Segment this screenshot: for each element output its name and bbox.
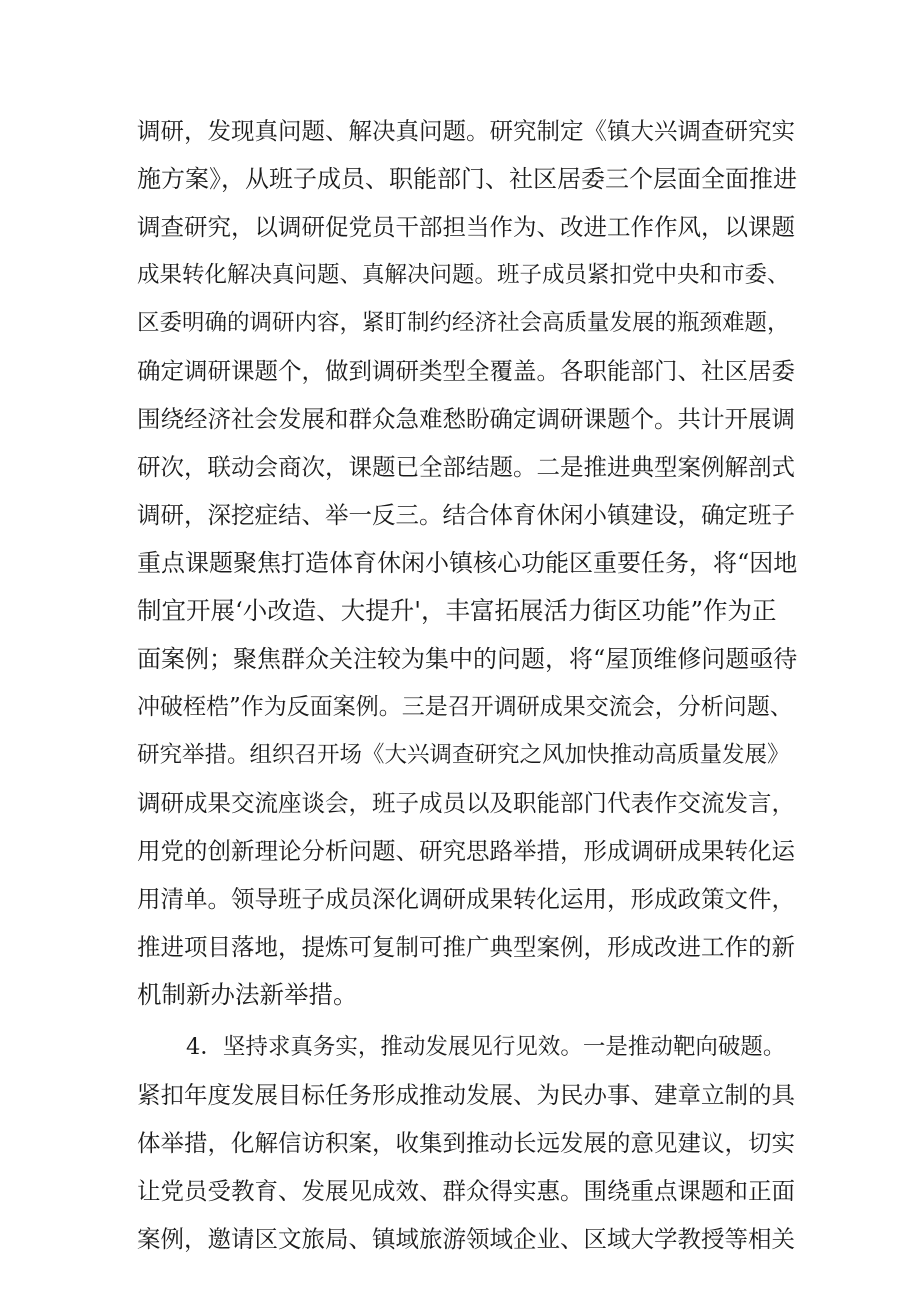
body-text-line: 冲破桎梏”作为反面案例。三是召开调研成果交流会，分析问题、 bbox=[137, 694, 793, 720]
body-text-line: 成果转化解决真问题、真解决问题。班子成员紧扣党中央和市委、 bbox=[137, 262, 790, 288]
body-text-line: 紧扣年度发展目标任务形成推动发展、为民办事、建章立制的具 bbox=[137, 1081, 795, 1109]
body-text-line: 围绕经济社会发展和群众急难愁盼确定调研课题个。共计开展调 bbox=[137, 405, 795, 433]
body-text-line: 施方案》，从班子成员、职能部门、社区居委三个层面全面推进 bbox=[137, 165, 797, 193]
body-text-line: 案例，邀请区文旅局、镇域旅游领域企业、区域大学教授等相关 bbox=[137, 1225, 795, 1253]
body-text-line: 区委明确的调研内容，紧盯制约经济社会高质量发展的瓶颈难题， bbox=[137, 310, 790, 336]
section-heading-line: 4．坚持求真务实，推动发展见行见效。一是推动靶向破题。 bbox=[186, 1034, 786, 1060]
body-text-line: 调查研究，以调研促党员干部担当作为、改进工作作风，以课题 bbox=[137, 213, 795, 241]
body-text-line: 让党员受教育、发展见成效、群众得实惠。围绕重点课题和正面 bbox=[137, 1177, 795, 1205]
body-text-line: 用党的创新理论分析问题、研究思路举措，形成调研成果转化运 bbox=[137, 837, 795, 865]
body-text-line: 调研，发现真问题、解决真问题。研究制定《镇大兴调查研究实 bbox=[137, 117, 795, 145]
body-text-line: 研究举措。组织召开场《大兴调查研究之风加快推动高质量发展》 bbox=[137, 742, 790, 768]
body-text-line: 机制新办法新举措。 bbox=[137, 980, 358, 1009]
body-text-line: 调研，深挖症结、举一反三。结合体育休闲小镇建设，确定班子 bbox=[137, 501, 795, 529]
body-text-line: 调研成果交流座谈会，班子成员以及职能部门代表作交流发言， bbox=[137, 789, 795, 817]
body-text-line: 重点课题聚焦打造体育休闲小镇核心功能区重要任务，将“因地 bbox=[137, 549, 798, 577]
body-text-line: 确定调研课题个，做到调研类型全覆盖。各职能部门、社区居委 bbox=[137, 357, 795, 385]
body-text-line: 体举措，化解信访积案，收集到推动长远发展的意见建议，切实 bbox=[137, 1129, 795, 1157]
body-text-line: 研次，联动会商次，课题已全部结题。二是推进典型案例解剖式 bbox=[137, 453, 795, 481]
body-text-line: 推进项目落地，提炼可复制可推广典型案例，形成改进工作的新 bbox=[137, 933, 795, 961]
body-text-line: 面案例；聚焦群众关注较为集中的问题，将“屋顶维修问题亟待 bbox=[137, 645, 798, 673]
body-text-line: 制宜开展‘小改造、大提升'，丰富拓展活力街区功能”作为正 bbox=[137, 596, 777, 625]
body-text-line: 用清单。领导班子成员深化调研成果转化运用，形成政策文件， bbox=[137, 885, 795, 913]
